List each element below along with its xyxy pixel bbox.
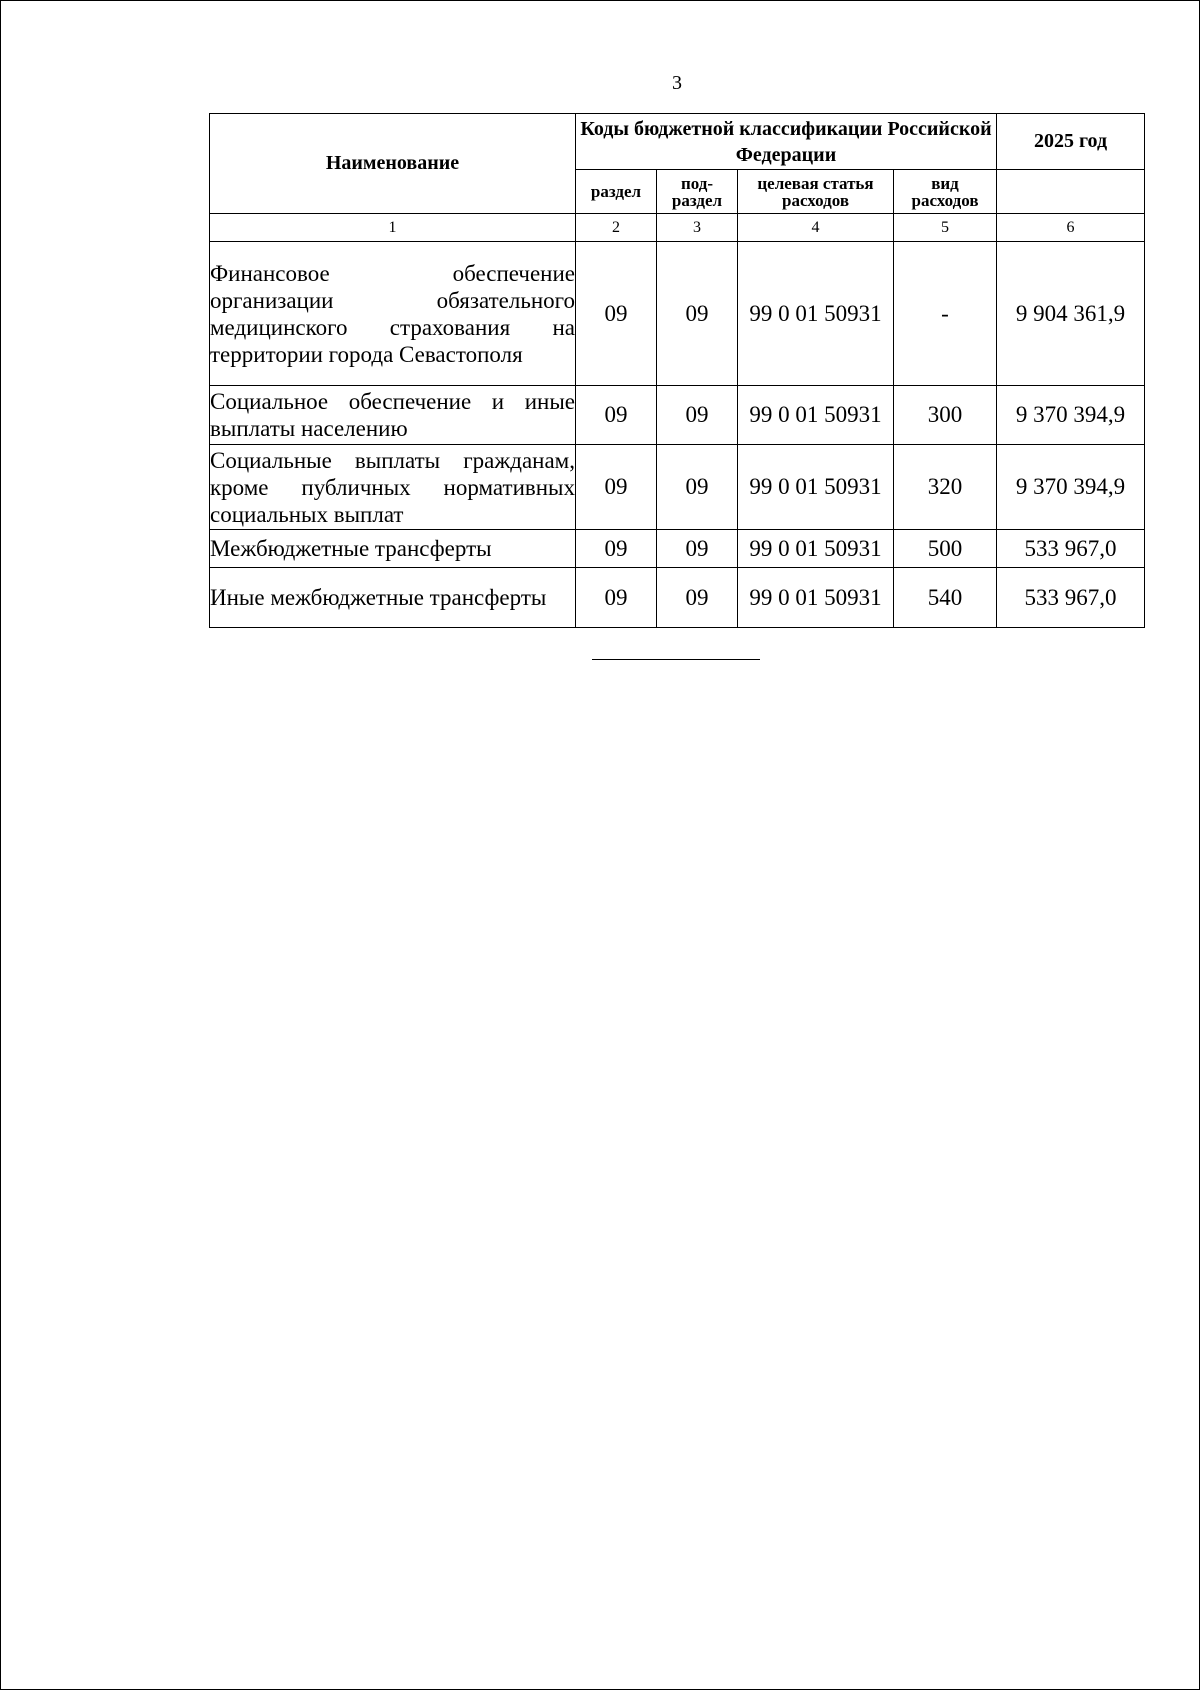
header-subsection xyxy=(657,170,738,214)
column-number: 1 xyxy=(210,214,576,242)
row-subsection: 09 xyxy=(657,530,738,568)
table-row xyxy=(210,386,1145,445)
row-type: 320 xyxy=(894,445,997,530)
column-number: 4 xyxy=(738,214,894,242)
row-section: 09 xyxy=(576,530,657,568)
header-year-empty xyxy=(997,170,1145,214)
row-target: 99 0 01 50931 xyxy=(738,242,894,386)
row-section: 09 xyxy=(576,242,657,386)
row-target: 99 0 01 50931 xyxy=(738,445,894,530)
row-type: 540 xyxy=(894,568,997,628)
row-amount: 533 967,0 xyxy=(997,568,1145,628)
row-amount: 9 904 361,9 xyxy=(997,242,1145,386)
row-subsection: 09 xyxy=(657,445,738,530)
row-name: Социальное обеспечение и иные выплаты населению xyxy=(210,386,576,445)
row-amount: 9 370 394,9 xyxy=(997,386,1145,445)
column-number: 5 xyxy=(894,214,997,242)
row-amount: 533 967,0 xyxy=(997,530,1145,568)
header-year: 2025 год xyxy=(997,114,1145,170)
header-subsection-text: под- раздел xyxy=(671,173,723,210)
row-subsection: 09 xyxy=(657,568,738,628)
column-number: 3 xyxy=(657,214,738,242)
row-type: 300 xyxy=(894,386,997,445)
header-name: Наименование xyxy=(210,114,576,214)
row-section: 09 xyxy=(576,568,657,628)
table-row xyxy=(210,530,1145,568)
row-name: Иные межбюджетные трансферты xyxy=(210,568,576,628)
header-target xyxy=(738,170,894,214)
row-section: 09 xyxy=(576,445,657,530)
row-target: 99 0 01 50931 xyxy=(738,568,894,628)
column-number: 6 xyxy=(997,214,1145,242)
row-target: 99 0 01 50931 xyxy=(738,530,894,568)
column-number: 2 xyxy=(576,214,657,242)
header-codes: Коды бюджетной классификации Российской Федерации xyxy=(576,114,997,170)
row-name: Межбюджетные трансферты xyxy=(210,530,576,568)
row-section: 09 xyxy=(576,386,657,445)
page-number: 3 xyxy=(672,72,682,94)
budget-table xyxy=(209,113,1145,628)
row-name: Социальные выплаты гражданам, кроме публичных нормативных социальных выплат xyxy=(210,445,576,530)
row-target: 99 0 01 50931 xyxy=(738,386,894,445)
header-type xyxy=(894,170,997,214)
header-target-text: целевая статья расходов xyxy=(757,173,874,210)
table-row xyxy=(210,242,1145,386)
header-type-text: вид расходов xyxy=(911,173,979,210)
table-row xyxy=(210,568,1145,628)
row-name: Финансовое обеспечение организации обязательного медицинского страхования на территории города Севастополя xyxy=(210,242,576,386)
row-amount: 9 370 394,9 xyxy=(997,445,1145,530)
table-row xyxy=(210,445,1145,530)
row-type: 500 xyxy=(894,530,997,568)
header-section: раздел xyxy=(576,170,657,214)
row-type: - xyxy=(894,242,997,386)
row-subsection: 09 xyxy=(657,386,738,445)
row-subsection: 09 xyxy=(657,242,738,386)
end-rule xyxy=(592,659,760,660)
